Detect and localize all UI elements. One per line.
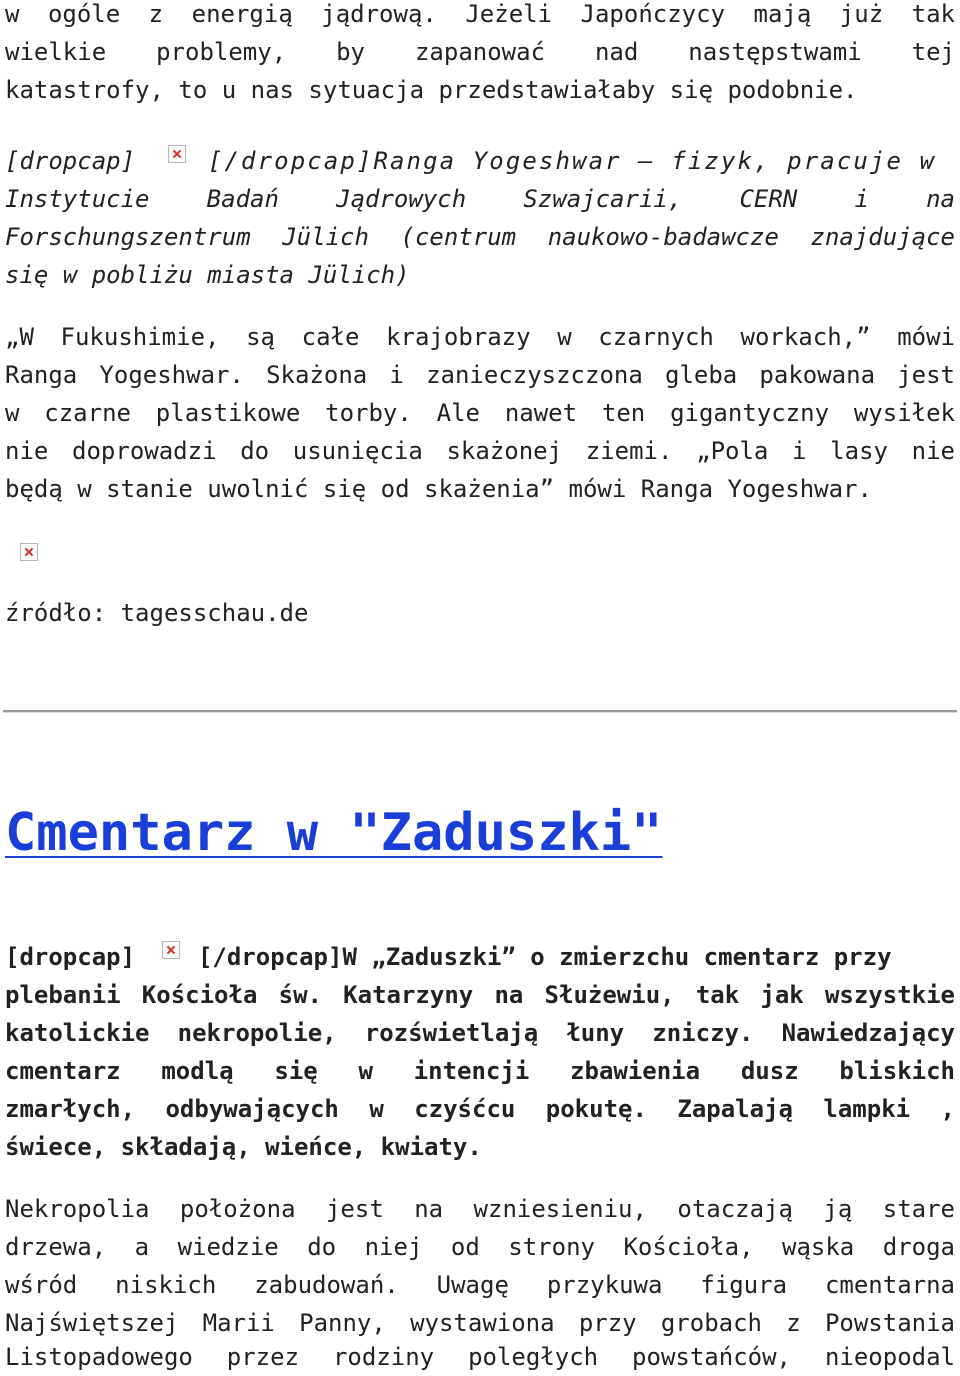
broken-image-icon [168, 145, 186, 163]
dropcap-open-text: [dropcap] [5, 147, 136, 175]
paragraph-line: katastrofy, to u nas sytuacja przedstawiałaby się podobnie. [5, 76, 858, 104]
paragraph-line: Forschungszentrum Jülich (centrum naukowo-badawcze znajdujące [5, 223, 955, 251]
paragraph-line: plebanii Kościoła św. Katarzyny na Służewiu, tak jak wszystkie [5, 981, 955, 1009]
paragraph-line-dropcap [5, 142, 955, 180]
paragraph-line: w czarne plastikowe torby. Ale nawet ten gigantyczny wysiłek [5, 399, 955, 427]
paragraph-line: drzewa, a wiedzie do niej od strony Kościoła, wąska droga [5, 1233, 955, 1261]
paragraph-line: Najświętszej Marii Panny, wystawiona przy grobach z Powstania [5, 1309, 955, 1337]
paragraph-line: Instytucie Badań Jądrowych Szwajcarii, CERN i na [5, 185, 955, 213]
paragraph-line: Listopadowego przez rodziny poległych powstańców, nieopodal [5, 1343, 955, 1371]
paragraph-line: katolickie nekropolie, rozświetlają łuny zniczy. Nawiedzający [5, 1019, 955, 1047]
broken-image-icon [162, 941, 180, 959]
horizontal-divider [3, 710, 957, 713]
source-link[interactable]: tagesschau.de [120, 599, 309, 627]
paragraph-line: zmarłych, odbywających w czyśćcu pokutę. Zapalają lampki , [5, 1095, 955, 1123]
broken-image-icon [20, 543, 38, 561]
paragraph-line: Nekropolia położona jest na wzniesieniu, otaczają ją stare [5, 1195, 955, 1223]
paragraph-line: wielkie problemy, by zapanować nad następstwami tej [5, 38, 955, 66]
dropcap-rest-text: [/dropcap]W „Zaduszki” o zmierzchu cmentarz przy [197, 943, 892, 971]
paragraph-line: wśród niskich zabudowań. Uwagę przykuwa figura cmentarna [5, 1271, 955, 1299]
broken-image-container [20, 543, 38, 573]
paragraph-line: cmentarz modlą się w intencji zbawienia dusz bliskich [5, 1057, 955, 1085]
paragraph-line: będą w stanie uwolnić się od skażenia” mówi Ranga Yogeshwar. [5, 475, 872, 503]
dropcap-rest-text: [/dropcap]Ranga Yogeshwar – fizyk, pracuje w [207, 147, 937, 175]
source-line [5, 594, 955, 632]
article-title-link[interactable]: Cmentarz w "Zaduszki" [5, 803, 663, 863]
paragraph-line: w ogóle z energią jądrową. Jeżeli Japończycy mają już tak [5, 0, 955, 28]
paragraph-line: świece, składają, wieńce, kwiaty. [5, 1133, 482, 1161]
paragraph-line: Ranga Yogeshwar. Skażona i zanieczyszczona gleba pakowana jest [5, 361, 955, 389]
dropcap-open-text: [dropcap] [5, 943, 136, 971]
paragraph-line: nie doprowadzi do usunięcia skażonej ziemi. „Pola i lasy nie [5, 437, 955, 465]
paragraph-line: „W Fukushimie, są całe krajobrazy w czarnych workach,” mówi [5, 323, 955, 351]
paragraph-line-dropcap [5, 938, 955, 976]
source-label: źródło: [5, 599, 121, 627]
paragraph-line: się w pobliżu miasta Jülich) [5, 261, 410, 289]
